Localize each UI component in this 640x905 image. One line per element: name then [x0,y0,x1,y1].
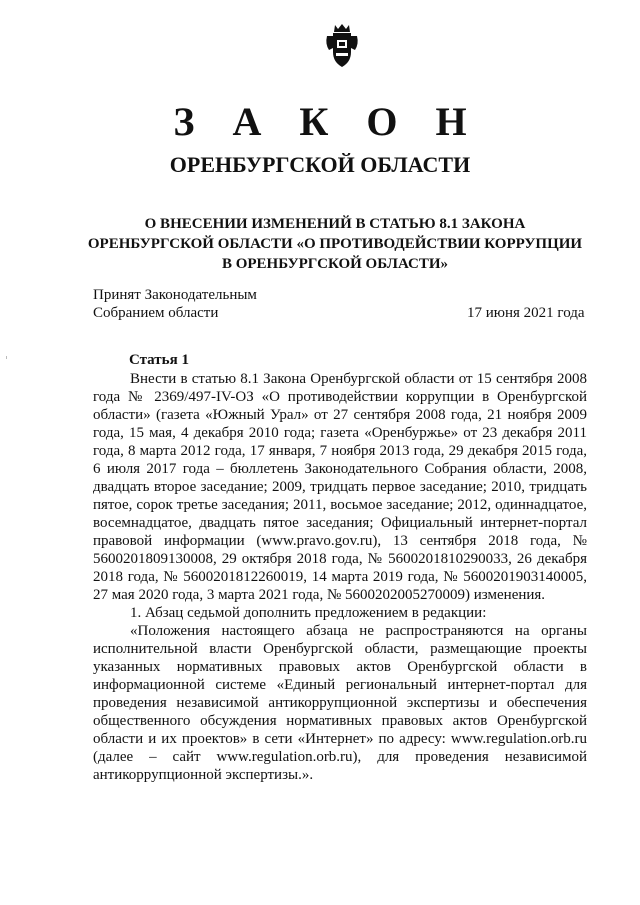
subject-line: ОРЕНБУРГСКОЙ ОБЛАСТИ «О ПРОТИВОДЕЙСТВИИ КОРРУПЦИИ [87,236,583,252]
adopted-by-line: Принят Законодательным [93,287,257,303]
subject-line: В ОРЕНБУРГСКОЙ ОБЛАСТИ» [221,256,449,272]
margin-mark [6,356,7,359]
law-subject [80,214,590,274]
coat-of-arms-icon [323,22,361,70]
subject-line: О ВНЕСЕНИИ ИЗМЕНЕНИЙ В СТАТЬЮ 8.1 ЗАКОНА [144,216,526,232]
paragraph: Внести в статью 8.1 Закона Оренбургской области от 15 сентября 2008 года № 2369/497-IV-ОЗ «О противодействии коррупции в Оренбургской области» (газета «Южный Урал» от 27 сентября 2008 года, 21 ноября 2009 года, 15 мая, 4 декабря 2010 года; газета «Оренбуржье» от 23 декабря 2011 года, 8 марта 2012 года, 17 января, 7 ноября 2013 года, 29 декабря 2015 года, 6 июля 2017 года – бюллетень Законодательного Собрания области, 2008, двадцать второе заседание; 2009, тридцать первое заседание; 2010, тридцать пятое, сорок третье заседания; 2011, восьмое заседание; 2012, одиннадцатое, восемнадцатое, двадцать пятое заседания; Официальный интернет-портал правовой информации (www.pravo.gov.ru), 13 сентября 2018 года, № 5600201809130008, 29 октября 2018 года, № 5600201810290033, 26 декабря 2018 года, № 5600201812260019, 14 марта 2019 года, № 5600201903140005, 27 мая 2020 года, 3 марта 2021 года, № 5600202005270009) изменения. [93,371,587,603]
paragraph: 1. Абзац седьмой дополнить предложением в редакции: [130,605,487,621]
adopted-date: 17 июня 2021 года [467,305,585,321]
document-title: З А К О Н [173,99,481,144]
paragraph: «Положения настоящего абзаца не распространяются на органы исполнительной власти Оренбургской области, размещающие проекты указанных нормативных правовых актов Оренбургской области в информационной системе «Единый региональный интернет-портал для проведения независимой антикоррупционной экспертизы и обеспечения общественного обсуждения нормативных правовых актов Оренбургской области и их проектов» в сети «Интернет» по адресу: www.regulation.orb.ru (далее – сайт www.regulation.orb.ru), для проведения независимой антикоррупционной экспертизы.». [93,623,587,783]
article-heading: Статья 1 [129,352,189,368]
article-body [93,370,587,784]
adopted-by-line: Собранием области [93,305,219,321]
adopted-by [93,286,257,322]
document-subtitle: ОРЕНБУРГСКОЙ ОБЛАСТИ [169,152,471,177]
